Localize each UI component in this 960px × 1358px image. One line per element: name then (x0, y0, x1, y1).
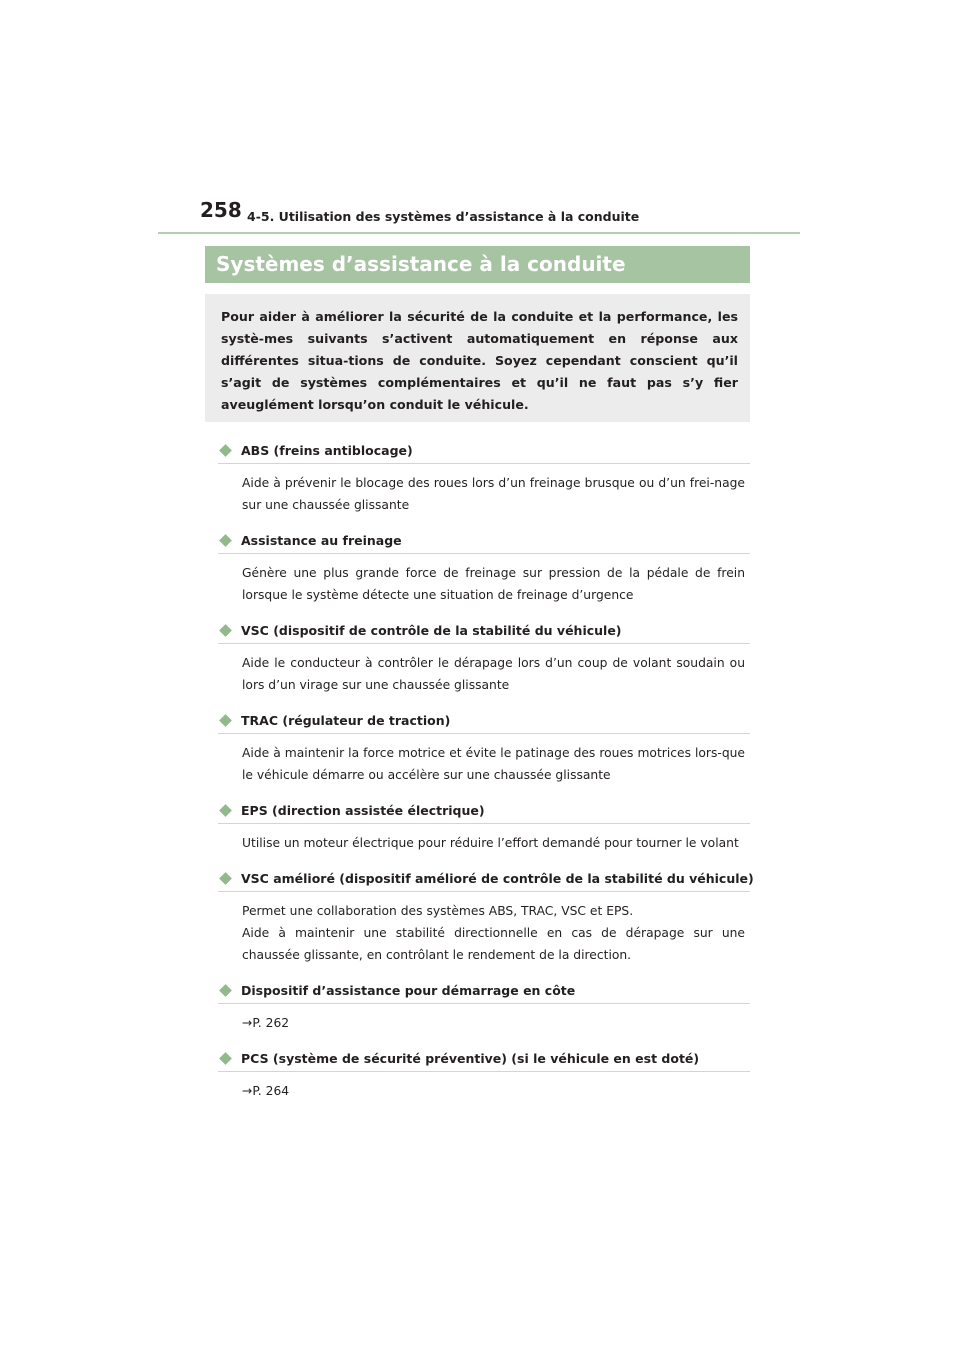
list-item-pcs (218, 1045, 750, 1113)
item-description (218, 1004, 750, 1045)
section-title: Systèmes d’assistance à la conduite (216, 252, 626, 276)
list-item-enhanced-vsc (218, 865, 754, 977)
item-description (218, 824, 750, 865)
list-item-vsc (218, 617, 750, 707)
header-divider (158, 232, 800, 234)
item-heading (218, 527, 750, 554)
item-title: Assistance au freinage (241, 532, 402, 548)
list-item-hill-start-assist (218, 977, 750, 1045)
page-number: 258 (200, 198, 242, 222)
item-title: TRAC (régulateur de traction) (241, 712, 451, 728)
item-title: VSC amélioré (dispositif amélioré de contrôle de la stabilité du véhicule) (241, 870, 754, 886)
diamond-bullet-icon (219, 1052, 232, 1065)
item-heading (218, 1045, 750, 1072)
diamond-bullet-icon (219, 804, 232, 817)
item-heading (218, 977, 750, 1004)
list-item-trac (218, 707, 750, 797)
diamond-bullet-icon (219, 534, 232, 547)
diamond-bullet-icon (219, 984, 232, 997)
page-header (200, 198, 800, 230)
item-title: EPS (direction assistée électrique) (241, 802, 485, 818)
item-description (218, 734, 750, 797)
section-reference: 4-5. Utilisation des systèmes d’assistance à la conduite (247, 209, 640, 224)
description-line: Utilise un moteur électrique pour réduire l’effort demandé pour tourner le volant (242, 836, 739, 850)
item-title: VSC (dispositif de contrôle de la stabilité du véhicule) (241, 622, 622, 638)
item-heading (218, 865, 754, 892)
description-line: Aide à maintenir la force motrice et évite le patinage des roues motrices lors-que le véhicule démarre ou accélère sur une chaussée glissante (242, 746, 745, 782)
item-description (218, 1072, 750, 1113)
reference-arrow-icon: → (242, 1016, 253, 1030)
description-line: Génère une plus grande force de freinage sur pression de la pédale de frein lorsque le système détecte une situation de freinage d’urgence (242, 566, 745, 602)
item-description (218, 464, 750, 527)
intro-box (205, 294, 750, 422)
item-description (218, 892, 750, 977)
page-reference-link[interactable]: P. 262 (252, 1016, 290, 1030)
description-line: Aide le conducteur à contrôler le dérapage lors d’un coup de volant soudain ou lors d’un virage sur une chaussée glissante (242, 656, 745, 692)
item-description (218, 554, 750, 617)
description-line: Aide à prévenir le blocage des roues lors d’un freinage brusque ou d’un frei-nage sur une chaussée glissante (242, 476, 745, 512)
description-line: Aide à maintenir une stabilité directionnelle en cas de dérapage sur une chaussée glissante, en contrôlant le rendement de la direction. (242, 926, 745, 962)
diamond-bullet-icon (219, 872, 232, 885)
section-title-band (205, 246, 750, 283)
item-heading (218, 707, 750, 734)
item-description (218, 644, 750, 707)
page-reference-link[interactable]: P. 264 (252, 1084, 290, 1098)
item-heading (218, 437, 750, 464)
diamond-bullet-icon (219, 624, 232, 637)
item-title: ABS (freins antiblocage) (241, 442, 413, 458)
item-title: PCS (système de sécurité préventive) (si le véhicule en est doté) (241, 1050, 700, 1066)
item-title: Dispositif d’assistance pour démarrage en côte (241, 982, 576, 998)
diamond-bullet-icon (219, 444, 232, 457)
list-item-brake-assist (218, 527, 750, 617)
list-item-abs (218, 437, 750, 527)
description-line: Permet une collaboration des systèmes ABS, TRAC, VSC et EPS. (242, 904, 634, 918)
list-item-eps (218, 797, 750, 865)
item-heading (218, 617, 750, 644)
system-list (218, 437, 754, 1113)
reference-arrow-icon: → (242, 1084, 253, 1098)
item-heading (218, 797, 750, 824)
intro-text: Pour aider à améliorer la sécurité de la conduite et la performance, les systè-mes suivants s’activent automatiquement en réponse aux différentes situa-tions de conduite. Soyez cependant conscient qu’il s’agit de systèmes complémentaires et qu’il ne faut pas s’y fier aveuglément lorsqu’on conduit le véhicule. (221, 309, 738, 412)
diamond-bullet-icon (219, 714, 232, 727)
